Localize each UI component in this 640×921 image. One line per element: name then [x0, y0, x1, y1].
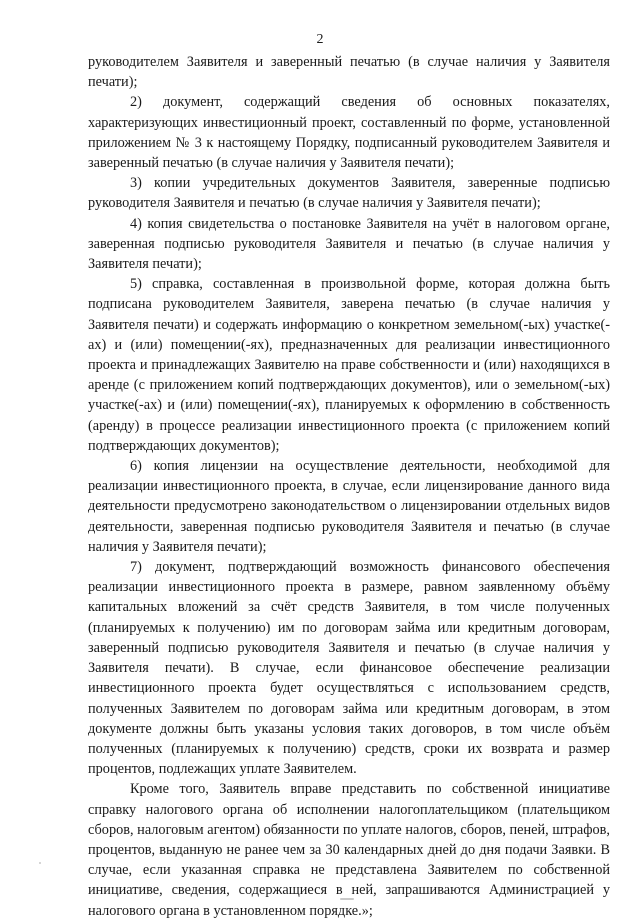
- document-body: [88, 52, 610, 921]
- scan-artifact-bottom: [340, 898, 354, 900]
- paragraph-item-4: 4) копия свидетельства о постановке Заявителя на учёт в налоговом органе, заверенная подписью руководителя Заявителя и печатью (в случае наличия у Заявителя печати);: [88, 215, 610, 273]
- paragraph-item-2: 2) документ, содержащий сведения об основных показателях, характеризующих инвестиционный проект, составленный по форме, установленной приложением № 3 к настоящему Порядку, подписанный руководителем Заявителя и заверенный печатью (в случае наличия у Заявителя печати);: [88, 94, 610, 172]
- paragraph-item-7: 7) документ, подтверждающий возможность финансового обеспечения реализации инвестиционного проекта в размере, равном заявленному объёму капитальных вложений за счёт средств Заявителя, в том числе полученных (планируемых к получению) им по договорам займа или кредитным договорам, заверенный подписью руководителя Заявителя и печатью (в случае наличия у Заявителя печати). В случае, если финансовое обеспечение реализации инвестиционного проекта будет осуществляться с использованием средств, полученных Заявителем по договорам займа или кредитным договорам, в этом документе должны быть указаны условия таких договоров, в том числе объём полученных (планируемых к получению) средств, сроки их возврата и размер процентов, подлежащих уплате Заявителем.: [88, 559, 610, 778]
- scan-artifact-left: [39, 862, 41, 864]
- paragraph-item-5: 5) справка, составленная в произвольной форме, которая должна быть подписана руководителем Заявителя, заверена печатью (в случае наличия у Заявителя печати) и содержать информацию о конкретном земельном(-ых) участке(-ах) и (или) помещении(-ях), предназначенных для реализации инвестиционного проекта и принадлежащих Заявителю на праве собственности и (или) находящихся в аренде (с приложением копий подтверждающих документов), или о земельном(-ых) участке(-ах) и (или) помещении(-ях), планируемых к оформлению в собственность (аренду) в процессе реализации инвестиционного проекта (с приложением копий подтверждающих документов);: [88, 276, 610, 454]
- paragraph-item-3: 3) копии учредительных документов Заявителя, заверенные подписью руководителя Заявителя и печатью (в случае наличия у Заявителя печати);: [88, 175, 610, 212]
- paragraph-additional: Кроме того, Заявитель вправе представить по собственной инициативе справку налогового органа об исполнении налогоплательщиком (плательщиком сборов, налоговым агентом) обязанности по уплате налогов, сборов, пеней, штрафов, процентов, выданную не ранее чем за 30 календарных дней до дня подачи Заявки. В случае, если указанная справка не представлена Заявителем по собственной инициативе, сведения, содержащиеся в ней, запрашиваются Администрацией у налогового органа в установленном порядке.»;: [88, 781, 610, 919]
- page-number: 2: [316, 32, 324, 47]
- paragraph-item-6: 6) копия лицензии на осуществление деятельности, необходимой для реализации инвестиционного проекта, в случае, если лицензирование данного вида деятельности предусмотрено законодательством о лицензировании отдельных видов деятельности, заверенная подписью руководителя Заявителя и печатью (в случае наличия у Заявителя печати);: [88, 458, 610, 555]
- paragraph-continuation: руководителем Заявителя и заверенный печатью (в случае наличия у Заявителя печати);: [88, 54, 610, 91]
